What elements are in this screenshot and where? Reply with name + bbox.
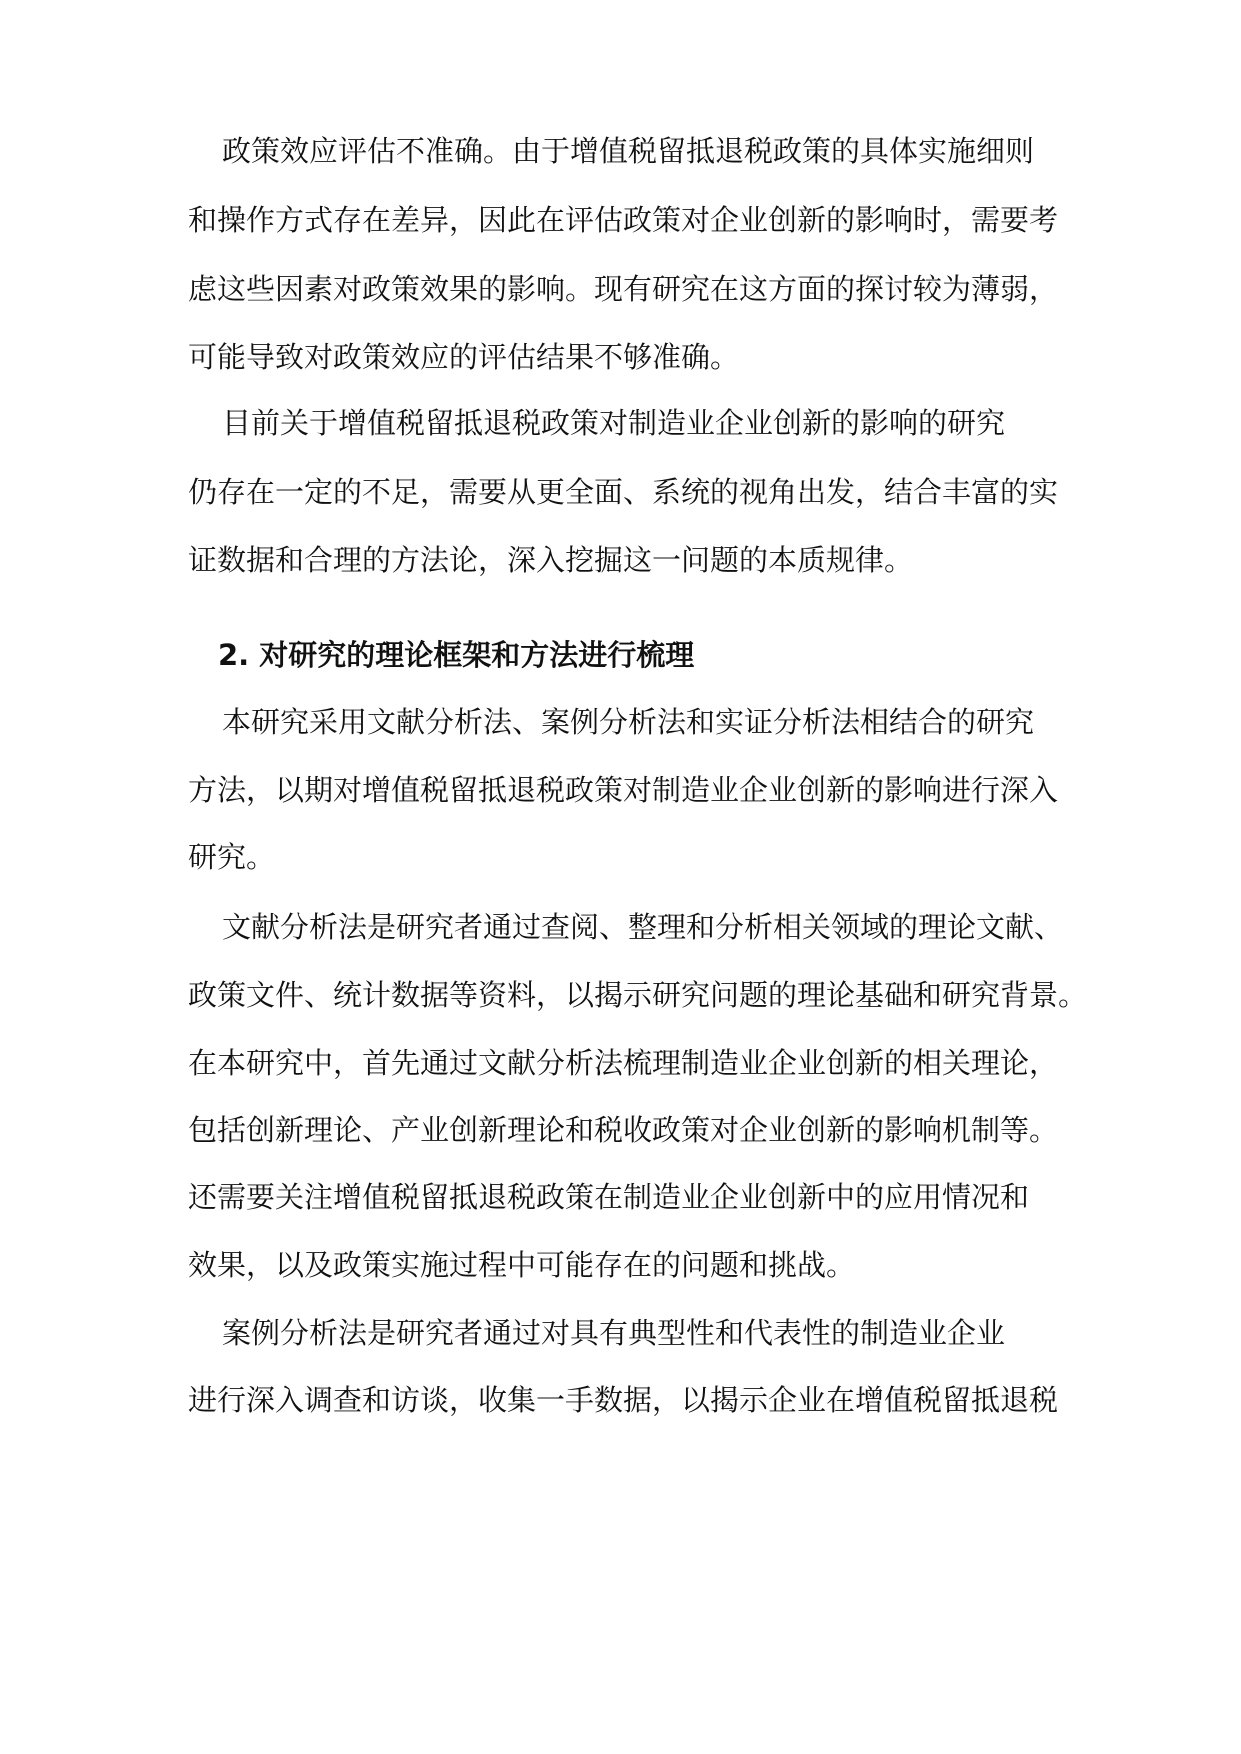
paragraph-line: 包括创新理论、产业创新理论和税收政策对企业创新的影响机制等。 — [188, 1113, 1059, 1147]
paragraph-line: 文献分析法是研究者通过查阅、整理和分析相关领域的理论文献、 — [222, 910, 1064, 944]
paragraph-line: 和操作方式存在差异，因此在评估政策对企业创新的影响时，需要考 — [188, 203, 1059, 237]
paragraph-line: 目前关于增值税留抵退税政策对制造业企业创新的影响的研究 — [222, 406, 1006, 440]
section-heading: 2. 对研究的理论框架和方法进行梳理 — [218, 638, 695, 672]
paragraph-line: 政策效应评估不准确。由于增值税留抵退税政策的具体实施细则 — [222, 134, 1035, 168]
paragraph-line: 案例分析法是研究者通过对具有典型性和代表性的制造业企业 — [222, 1316, 1006, 1350]
paragraph-line: 可能导致对政策效应的评估结果不够准确。 — [188, 340, 740, 374]
paragraph-line: 政策文件、统计数据等资料，以揭示研究问题的理论基础和研究背景。 — [188, 978, 1088, 1012]
paragraph-line: 仍存在一定的不足，需要从更全面、系统的视角出发，结合丰富的实 — [188, 475, 1059, 509]
paragraph-line: 在本研究中，首先通过文献分析法梳理制造业企业创新的相关理论， — [188, 1046, 1059, 1080]
paragraph-line: 方法，以期对增值税留抵退税政策对制造业企业创新的影响进行深入 — [188, 773, 1059, 807]
paragraph-line: 虑这些因素对政策效果的影响。现有研究在这方面的探讨较为薄弱， — [188, 272, 1059, 306]
paragraph-line: 进行深入调查和访谈，收集一手数据，以揭示企业在增值税留抵退税 — [188, 1383, 1059, 1417]
paragraph-line: 证数据和合理的方法论，深入挖掘这一问题的本质规律。 — [188, 543, 914, 577]
paragraph-line: 还需要关注增值税留抵退税政策在制造业企业创新中的应用情况和 — [188, 1180, 1030, 1214]
paragraph-line: 研究。 — [188, 840, 276, 874]
paragraph-line: 本研究采用文献分析法、案例分析法和实证分析法相结合的研究 — [222, 705, 1035, 739]
paragraph-line: 效果，以及政策实施过程中可能存在的问题和挑战。 — [188, 1248, 856, 1282]
